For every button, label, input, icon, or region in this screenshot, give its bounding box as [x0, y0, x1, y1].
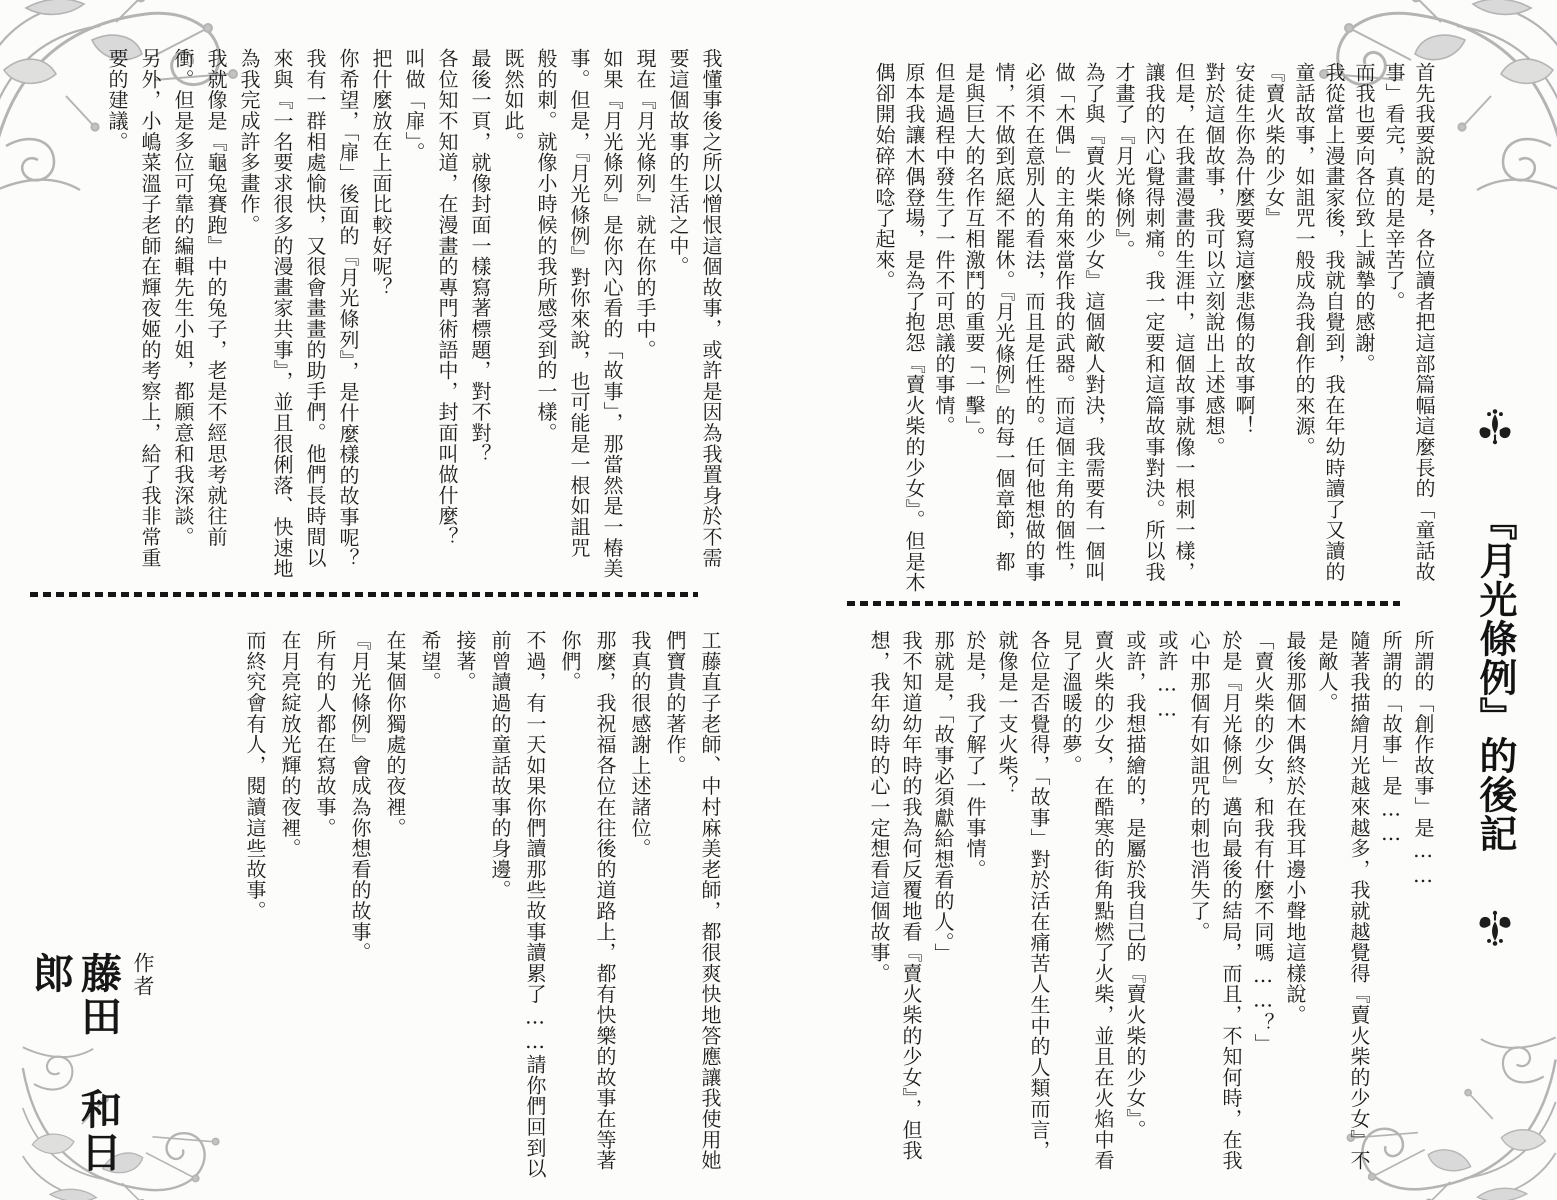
text-column: 必須不在意別人的看法，而且是任性的。任何他想做的事 — [1022, 62, 1046, 582]
text-column: 想，我年幼時的心一定想看這個故事。 — [867, 630, 891, 984]
text-column: 要的建議。 — [105, 48, 129, 152]
text-column: 或許，我想描繪的，是屬於我自己的『賣火柴的少女』。 — [1123, 630, 1147, 1140]
afterword-title-column — [1468, 396, 1523, 959]
left-page-bottom-text — [237, 630, 727, 1196]
author-label: 作者 — [131, 952, 155, 998]
text-column: 童話故事，如詛咒一般成為我創作的來源。 — [1292, 62, 1316, 458]
text-column: 賣火柴的少女，在酷寒的街角點燃了火柴，並且在火焰中看 — [1091, 630, 1115, 1171]
text-column: 但是過程中發生了一件不可思議的事情。 — [932, 62, 956, 437]
text-column: 偶卻開始碎碎唸了起來。 — [872, 62, 896, 291]
text-column: 我懂事後之所以憎恨這個故事，或許是因為我置身於不需 — [699, 48, 723, 568]
text-column: 你們。 — [558, 630, 582, 693]
text-column: 們寶貴的著作。 — [663, 630, 687, 776]
text-column: 所謂的「故事」是…… — [1379, 630, 1403, 846]
text-column: 我不知道幼年時的我為何反覆地看『賣火柴的少女』，但我 — [899, 630, 923, 1161]
text-column: 做「木偶」的主角來當作我的武器。而這個主角的個性， — [1052, 62, 1076, 582]
right-page-top-text — [869, 62, 1439, 610]
text-column: 叫做「扉」。 — [402, 48, 426, 163]
text-column: 我有一群相處愉快，又很會畫畫的助手們。他們長時間以 — [303, 48, 327, 568]
text-column: 既然如此。 — [501, 48, 525, 152]
text-column: 隨著我描繪月光越來越多，我就越覺得『賣火柴的少女』不 — [1347, 630, 1371, 1171]
text-column: 各位是否覺得，「故事」對於活在痛苦人生中的人類而言， — [1027, 630, 1051, 1161]
text-column: 你希望，「扉」後面的『月光條列』，是什麼樣的故事呢？ — [336, 48, 360, 569]
text-column: 首先我要說的是，各位讀者把這部篇幅這麼長的「童話故 — [1412, 62, 1436, 582]
text-column: 安徒生你為什麼要寫這麼悲傷的故事啊！ — [1232, 62, 1256, 437]
text-column: 情，不做到底絕不罷休。『月光條例』的每一個章節，都 — [992, 62, 1016, 572]
text-column: 事。但是，『月光條例』對你來說，也可能是一根如詛咒 — [567, 48, 591, 558]
fleuron-icon — [1478, 406, 1512, 446]
text-column: 最後那個木偶終於在我耳邊小聲地這樣說。 — [1283, 630, 1307, 1026]
text-column: 把什麼放在上面比較好呢？ — [369, 48, 393, 298]
text-column: 我真的很感謝上述諸位。 — [628, 630, 652, 859]
right-page-bottom-text — [863, 630, 1439, 1196]
fleuron-icon — [1478, 909, 1512, 949]
text-column: 是敵人。 — [1315, 630, 1339, 714]
text-column: 才畫了『月光條例』。 — [1112, 62, 1136, 260]
text-column: 而終究會有人，閱讀這些故事。 — [243, 630, 267, 922]
text-column: 「賣火柴的少女，和我有什麼不同嗎……？」 — [1251, 630, 1275, 1054]
text-column: 般的刺。就像小時候的我所感受到的一樣。 — [534, 48, 558, 444]
text-column: 不過，有一天如果你們讀那些故事讀累了……請你們回到以 — [523, 630, 547, 1179]
text-column: 衝。但是多位可靠的編輯先生小姐，都願意和我深談。 — [171, 48, 195, 548]
text-column: 於是，我了解了一件事情。 — [963, 630, 987, 880]
text-column: 另外，小嶋菜溫子老師在輝夜姬的考察上，給了我非常重 — [138, 48, 162, 568]
text-column: 對於這個故事，我可以立刻說出上述感想。 — [1202, 62, 1226, 458]
left-page-top-text — [100, 48, 727, 596]
text-column: 讓我的內心覺得刺痛。我一定要和這篇故事對決。所以我 — [1142, 62, 1166, 582]
text-column: 就像是一支火柴？ — [995, 630, 1019, 797]
text-column: 心中那個有如詛咒的刺也消失了。 — [1187, 630, 1211, 942]
author-signature — [26, 952, 164, 1197]
text-column: 我從當上漫畫家後，我就自覺到，我在年幼時讀了又讀的 — [1322, 62, 1346, 582]
text-column: 我就像是『龜兔賽跑』中的兔子，老是不經思考就往前 — [204, 48, 228, 548]
text-column: 見了溫暖的夢。 — [1059, 630, 1083, 776]
text-column: 那就是，「故事必須獻給想看的人。」 — [931, 630, 955, 964]
text-column: 希望。 — [418, 630, 442, 693]
text-column: 事」看完，真的是辛苦了。 — [1382, 62, 1406, 312]
text-column: 或許…… — [1155, 630, 1179, 722]
text-column: 所謂的「創作故事」是…… — [1411, 630, 1435, 888]
text-column: 在某個你獨處的夜裡。 — [383, 630, 407, 838]
dashed-divider — [847, 601, 1400, 606]
text-column: 現在『月光條列』就在你的手中。 — [633, 48, 657, 360]
text-column: 為我完成許多畫作。 — [237, 48, 261, 236]
page-title: 『月光條例』的後記 — [1473, 502, 1518, 853]
text-column: 『月光條例』會成為你想看的故事。 — [348, 630, 372, 963]
text-column: 接著。 — [453, 630, 477, 693]
text-column: 各位知不知道，在漫畫的專門術語中，封面叫做什麼？ — [435, 48, 459, 548]
text-column: 於是『月光條例』邁向最後的結局，而且，不知何時，在我 — [1219, 630, 1243, 1171]
text-column: 前曾讀過的童話故事的身邊。 — [488, 630, 512, 901]
text-column: 最後一頁，就像封面一樣寫著標題，對不對？ — [468, 48, 492, 464]
text-column: 在月亮綻放光輝的夜裡。 — [278, 630, 302, 859]
text-column: 要這個故事的生活之中。 — [666, 48, 690, 277]
text-column: 為了與『賣火柴的少女』這個敵人對決，我需要有一個叫 — [1082, 62, 1106, 582]
author-name: 藤田 和日郎 — [26, 952, 122, 1174]
text-column: 但是，在我畫漫畫的生涯中，這個故事就像一根刺一樣， — [1172, 62, 1196, 582]
text-column: 原本我讓木偶登場，是為了抱怨『賣火柴的少女』。但是木 — [902, 62, 926, 593]
text-column: 是與巨大的名作互相激鬥的重要「一擊」。 — [962, 62, 986, 448]
text-column: 所有的人都在寫故事。 — [313, 630, 337, 838]
text-column: 『賣火柴的少女』 — [1262, 62, 1286, 229]
text-column: 如果『月光條列』是你內心看的「故事」，那當然是一樁美 — [600, 48, 624, 579]
text-column: 工藤直子老師、中村麻美老師，都很爽快地答應讓我使用她 — [698, 630, 722, 1171]
text-column: 而我也要向各位致上誠摯的感謝。 — [1352, 62, 1376, 374]
text-column: 來與『一名要求很多的漫畫家共事』，並且很俐落、快速地 — [270, 48, 294, 579]
text-column: 那麼，我祝福各位在往後的道路上，都有快樂的故事在等著 — [593, 630, 617, 1171]
